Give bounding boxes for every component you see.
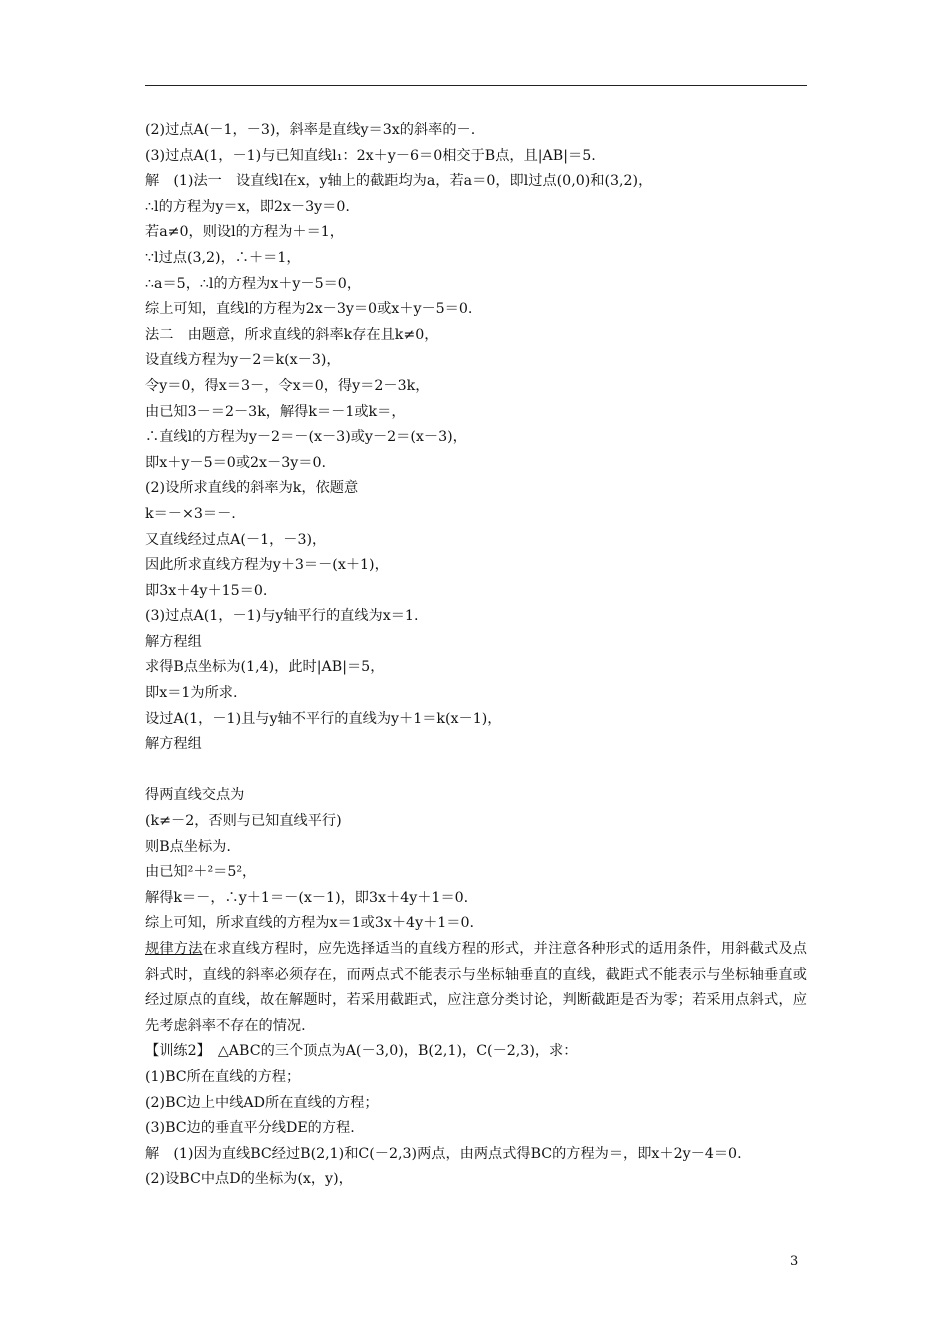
text-line: 若a≠0，则设l的方程为＋＝1， <box>145 224 344 241</box>
text-line: 由已知²＋²＝5²， <box>145 864 257 881</box>
text-line: ∴a＝5，∴l的方程为x＋y－5＝0， <box>145 275 362 292</box>
text-line: 设过A(1，－1)且与y轴不平行的直线为y＋1＝k(x－1)， <box>145 710 502 727</box>
text-line: (2)设BC中点D的坐标为(x，y)， <box>145 1171 353 1188</box>
header-rule <box>145 85 807 86</box>
text-line: 即x＋y－5＝0或2x－3y＝0. <box>145 454 326 471</box>
text-line: 综上可知，所求直线的方程为x＝1或3x＋4y＋1＝0. <box>145 915 475 932</box>
text-line: 解方程组 <box>145 736 202 753</box>
text-line: 令y＝0，得x＝3－，令x＝0，得y＝2－3k， <box>145 377 430 394</box>
text-line: 则B点坐标为. <box>145 838 231 855</box>
text-line: 解得k＝－，∴y＋1＝－(x－1)，即3x＋4y＋1＝0. <box>145 889 469 906</box>
text-line: (3)BC边的垂直平分线DE的方程. <box>145 1120 355 1137</box>
text-line: (3)过点A(1，－1)与y轴平行的直线为x＝1. <box>145 608 419 625</box>
text-line: (3)过点A(1，－1)与已知直线l₁：2x＋y－6＝0相交于B点，且|AB|＝5. <box>145 147 596 164</box>
text-line: ∵l过点(3,2)，∴＋＝1， <box>145 249 301 266</box>
text-line: 即3x＋4y＋15＝0. <box>145 582 268 599</box>
text-line: ∴l的方程为y＝x，即2x－3y＝0. <box>145 198 350 215</box>
text-line: 设直线方程为y－2＝k(x－3)， <box>145 352 341 369</box>
text-line: 得两直线交点为 <box>145 787 245 804</box>
method-text: 在求直线方程时，应先选择适当的直线方程的形式，并注意各种形式的适用条件，用斜截式及点斜式时，直线的斜率必须存在，而两点式不能表示与坐标轴垂直的直线，截距式不能表示与坐标轴垂直或经过原点的直线，故在解题时，若采用截距式，应注意分类讨论，判断截距是否为零；若采用点斜式，应先考虑斜率不存在的情况. <box>145 941 807 1034</box>
text-line: ∴直线l的方程为y－2＝－(x－3)或y－2＝(x－3)， <box>145 429 467 446</box>
text-line: 法二 由题意，所求直线的斜率k存在且k≠0， <box>145 326 439 343</box>
text-line: (2)BC边上中线AD所在直线的方程； <box>145 1094 379 1111</box>
text-line: 即x＝1为所求. <box>145 685 238 702</box>
text-line: 又直线经过点A(－1，－3)， <box>145 531 327 548</box>
text-line: 【训练2】 △ABC的三个顶点为A(－3,0)，B(2,1)，C(－2,3)，求： <box>145 1043 578 1060</box>
document-body <box>145 118 807 1193</box>
text-line: (2)过点A(－1，－3)，斜率是直线y＝3x的斜率的－. <box>145 122 476 138</box>
method-label: 规律方法 <box>145 941 203 957</box>
text-line: (2)设所求直线的斜率为k，依题意 <box>145 480 359 497</box>
text-line: 解 (1)法一 设直线l在x，y轴上的截距均为a，若a＝0，即l过点(0,0)和(3,2)， <box>145 173 653 190</box>
page-number: 3 <box>790 1254 799 1269</box>
method-paragraph <box>145 937 807 1039</box>
text-line: 求得B点坐标为(1,4)，此时|AB|＝5， <box>145 659 385 676</box>
text-line: 因此所求直线方程为y＋3＝－(x＋1)， <box>145 557 389 574</box>
text-line: (k≠－2，否则与已知直线平行) <box>145 813 342 830</box>
text-line: 解 (1)因为直线BC经过B(2,1)和C(－2,3)两点，由两点式得BC的方程为＝，即x＋2y－4＝0. <box>145 1145 742 1162</box>
text-line: (1)BC所在直线的方程； <box>145 1068 301 1085</box>
blank-line <box>145 758 807 784</box>
text-line: 解方程组 <box>145 633 202 650</box>
text-line: k＝－×3＝－. <box>145 505 236 522</box>
text-line: 综上可知，直线l的方程为2x－3y＝0或x＋y－5＝0. <box>145 301 473 318</box>
text-line: 由已知3－＝2－3k，解得k＝－1或k＝， <box>145 403 406 420</box>
